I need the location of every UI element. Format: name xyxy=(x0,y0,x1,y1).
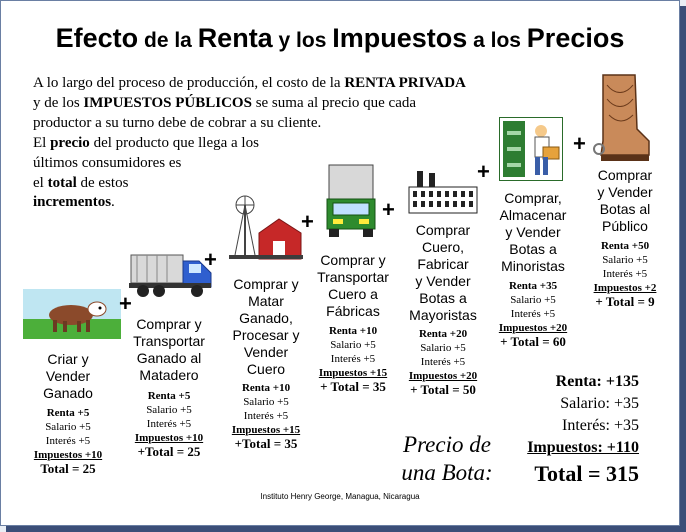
title-word-impuestos: Impuestos xyxy=(332,23,468,53)
stage-4-label: Comprar y Transportar Cuero a Fábricas xyxy=(317,252,389,319)
stage-3-label: Comprar y Matar Ganado, Procesar y Vender Cuero xyxy=(232,276,300,377)
stage-6-costs xyxy=(487,279,579,349)
precio-de-una-bota xyxy=(375,431,519,487)
stage-7-salario: Salario +5 xyxy=(602,254,648,266)
stage-1-renta: Renta +5 xyxy=(46,407,90,419)
warehouse-worker-image xyxy=(499,117,563,181)
stage-7-impuestos: Impuestos +2 xyxy=(593,282,657,294)
stage-5-renta: Renta +20 xyxy=(418,328,468,340)
stage-1-total: Total = 25 xyxy=(40,461,96,476)
stage-4-renta: Renta +10 xyxy=(328,325,378,337)
stage-5-impuestos: Impuestos +20 xyxy=(408,370,478,382)
title-word-y-los: y los xyxy=(272,29,333,52)
stage-6-impuestos: Impuestos +20 xyxy=(498,322,568,334)
stage-7-interes: Interés +5 xyxy=(602,268,648,280)
title-word-renta: Renta xyxy=(197,23,273,53)
summary-impuestos: Impuestos: +110 xyxy=(527,439,639,456)
title-word-precios: Precios xyxy=(526,23,625,53)
stage-6-interes: Interés +5 xyxy=(510,308,556,320)
cattle-truck-image xyxy=(127,247,215,301)
stage-4-interes: Interés +5 xyxy=(330,353,376,365)
plus-sign-2: + xyxy=(204,247,217,272)
precio-line-1: Precio de xyxy=(403,432,491,457)
stage-3-renta: Renta +10 xyxy=(241,382,291,394)
stage-5-total: + Total = 50 xyxy=(410,382,476,397)
stage-4-total: + Total = 35 xyxy=(320,379,386,394)
stage-5-salario: Salario +5 xyxy=(420,342,466,354)
stage-3-salario: Salario +5 xyxy=(243,396,289,408)
stage-7-label: Comprar y Vender Botas al Público xyxy=(597,167,653,234)
stage-5-interes: Interés +5 xyxy=(420,356,466,368)
stage-6-renta: Renta +35 xyxy=(508,280,558,292)
stage-3-impuestos: Impuestos +15 xyxy=(231,424,301,436)
stage-2-salario: Salario +5 xyxy=(146,404,192,416)
stage-1-salario: Salario +5 xyxy=(45,421,91,433)
cow-field-image xyxy=(23,289,121,339)
stage-2-impuestos: Impuestos +10 xyxy=(134,432,204,444)
stage-3-total: +Total = 35 xyxy=(234,436,298,451)
title-word-efecto: Efecto xyxy=(55,23,139,53)
plus-sign-1: + xyxy=(119,291,132,316)
intro-line-6: el total de estos xyxy=(33,175,129,191)
title-word-de-la: de la xyxy=(138,29,198,52)
stage-4-impuestos: Impuestos +15 xyxy=(318,367,388,379)
stage-2-total: +Total = 25 xyxy=(137,444,201,459)
stage-4-costs xyxy=(307,324,399,394)
stage-2-interes: Interés +5 xyxy=(146,418,192,430)
stage-1-label: Criar y Vender Ganado xyxy=(43,351,93,401)
stage-3-costs xyxy=(221,381,311,451)
stage-7-costs xyxy=(583,239,667,309)
summary-renta: Renta: +135 xyxy=(555,373,639,390)
intro-line-4: El precio del producto que llega a los xyxy=(33,135,259,151)
stage-6-salario: Salario +5 xyxy=(510,294,556,306)
summary-salario: Salario: +35 xyxy=(560,395,639,412)
summary-total: Total = 315 xyxy=(534,461,639,486)
precio-line-2: una Bota: xyxy=(401,460,493,485)
stage-1-costs xyxy=(23,406,113,476)
title-word-a-los: a los xyxy=(467,29,527,52)
plus-sign-4: + xyxy=(382,197,395,222)
stage-2-label: Comprar y Transportar Ganado al Matadero xyxy=(133,316,205,383)
credit-line: Instituto Henry George, Managua, Nicaragua xyxy=(260,492,420,501)
stage-5-label: Comprar Cuero, Fabricar y Vender Botas a Mayoristas xyxy=(409,222,477,323)
stage-5-costs xyxy=(397,327,489,397)
plus-sign-3: + xyxy=(301,209,314,234)
green-truck-image xyxy=(323,161,379,239)
stage-1-impuestos: Impuestos +10 xyxy=(33,449,103,461)
intro-line-7: incrementos. xyxy=(33,194,115,210)
stage-4-salario: Salario +5 xyxy=(330,339,376,351)
intro-line-3: productor a su turno debe de cobrar a su cliente. xyxy=(33,115,322,131)
price-summary xyxy=(527,371,639,489)
plus-sign-5: + xyxy=(477,159,490,184)
factory-image xyxy=(407,169,479,215)
stage-6-total: + Total = 60 xyxy=(500,334,566,349)
intro-line-2: y de los IMPUESTOS PÚBLICOS se suma al precio que cada xyxy=(33,95,417,111)
plus-sign-6: + xyxy=(573,131,586,156)
stage-7-renta: Renta +50 xyxy=(600,240,650,252)
barn-windmill-image xyxy=(225,193,305,265)
stage-3-interes: Interés +5 xyxy=(243,410,289,422)
summary-interes: Interés: +35 xyxy=(562,417,639,434)
stage-7-total: + Total = 9 xyxy=(595,294,655,309)
intro-line-1: A lo largo del proceso de producción, el costo de la RENTA PRIVADA xyxy=(33,75,466,91)
stage-2-renta: Renta +5 xyxy=(147,390,191,402)
stage-2-costs xyxy=(121,389,217,459)
stage-1-interes: Interés +5 xyxy=(45,435,91,447)
intro-line-5: últimos consumidores es xyxy=(33,155,182,171)
cowboy-boot-image xyxy=(591,71,653,165)
stage-6-label: Comprar, Almacenar y Vender Botas a Minoristas xyxy=(499,190,567,274)
poster-title xyxy=(1,23,679,54)
